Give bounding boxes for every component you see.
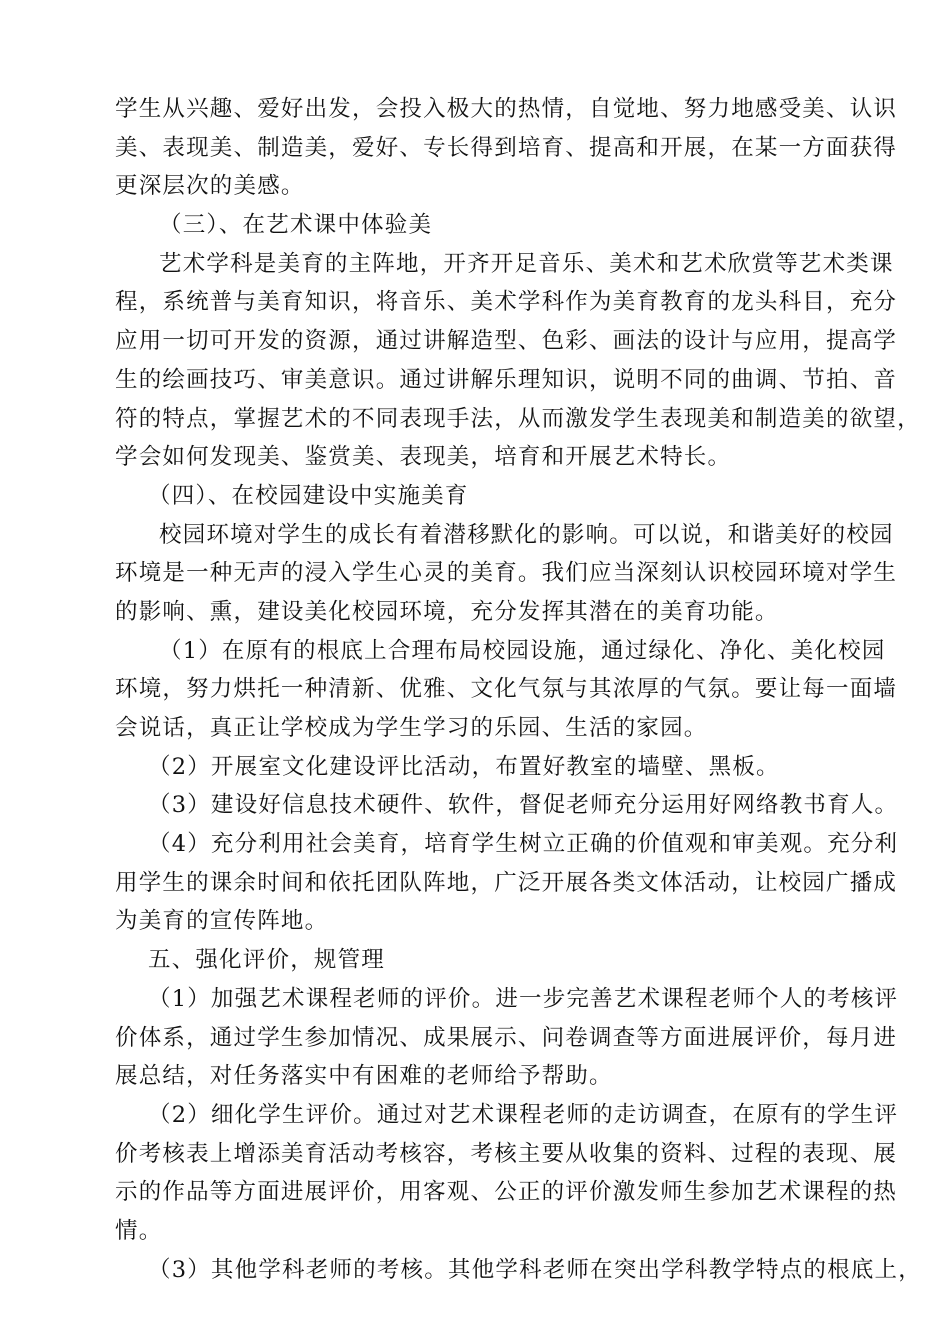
paragraph-line: 学会如何发现美、鉴赏美、表现美，培育和开展艺术特长。 — [115, 444, 732, 471]
paragraph-line: 生的绘画技巧、审美意识。通过讲解乐理知识，说明不同的曲调、节拍、音 — [115, 366, 898, 393]
paragraph-line: 程，系统普与美育知识，将音乐、美术学科作为美育教育的龙头科目，充分 — [115, 289, 898, 316]
list-item-line: （4）充分利用社会美育，培育学生树立正确的价值观和审美观。充分利 — [148, 831, 899, 858]
paragraph-line: 符的特点，掌握艺术的不同表现手法，从而激发学生表现美和制造美的欲望， — [115, 405, 921, 432]
paragraph-line: 价考核表上增添美育活动考核容，考核主要从收集的资料、过程的表现、展 — [115, 1140, 898, 1167]
paragraph-line: 环境是一种无声的浸入学生心灵的美育。我们应当深刻认识校园环境对学生 — [115, 560, 898, 587]
paragraph-line: 价体系，通过学生参加情况、成果展示、问卷调查等方面进展评价，每月进 — [115, 1024, 898, 1051]
section-heading: 五、强化评价，规管理 — [148, 947, 386, 974]
paragraph-line: 应用一切可开发的资源，通过讲解造型、色彩、画法的设计与应用，提高学 — [115, 328, 898, 355]
list-item-line: （2）细化学生评价。通过对艺术课程老师的走访调查，在原有的学生评 — [148, 1101, 899, 1128]
paragraph-line: 更深层次的美感。 — [115, 173, 305, 200]
paragraph-line: 艺术学科是美育的主阵地，开齐开足音乐、美术和艺术欣赏等艺术类课 — [159, 250, 894, 277]
paragraph-line: 示的作品等方面进展评价，用客观、公正的评价激发师生参加艺术课程的热 — [115, 1179, 898, 1206]
paragraph-line: 展总结，对任务落实中有困难的老师给予帮助。 — [115, 1063, 613, 1090]
paragraph-line: 的影响、熏，建设美化校园环境，充分发挥其潜在的美育功能。 — [115, 598, 779, 625]
list-item-line: （3）建设好信息技术硬件、软件，督促老师充分运用好网络教书育人。 — [148, 792, 899, 819]
document-body — [115, 90, 922, 1289]
paragraph-line: 校园环境对学生的成长有着潜移默化的影响。可以说，和谐美好的校园 — [159, 521, 894, 548]
paragraph-line: 会说话，真正让学校成为学生学习的乐园、生活的家园。 — [115, 715, 708, 741]
list-item-line: （2）开展室文化建设评比活动，布置好教室的墙壁、黑板。 — [148, 753, 780, 780]
list-item-line: （3）其他学科老师的考核。其他学科老师在突出学科教学特点的根底上， — [148, 1256, 922, 1283]
paragraph-line: 美、表现美、制造美，爱好、专长得到培育、提高和开展，在某一方面获得 — [115, 134, 898, 161]
paragraph-line: 学生从兴趣、爱好出发，会投入极大的热情，自觉地、努力地感受美、认识 — [115, 96, 898, 122]
paragraph-line: 环境，努力烘托一种清新、优雅、文化气氛与其浓厚的气氛。要让每一面墙 — [115, 676, 898, 703]
paragraph-line: 为美育的宣传阵地。 — [115, 908, 329, 935]
paragraph-line: 用学生的课余时间和依托团队阵地，广泛开展各类文体活动，让校园广播成 — [115, 869, 898, 896]
list-item-line: （1）加强艺术课程老师的评价。进一步完善艺术课程老师个人的考核评 — [148, 985, 899, 1012]
section-heading: （三）、在艺术课中体验美 — [159, 212, 433, 239]
list-item-line: （1）在原有的根底上合理布局校园设施，通过绿化、净化、美化校园 — [159, 637, 886, 664]
paragraph-line: 情。 — [115, 1217, 163, 1244]
section-heading: （四）、在校园建设中实施美育 — [148, 482, 469, 509]
